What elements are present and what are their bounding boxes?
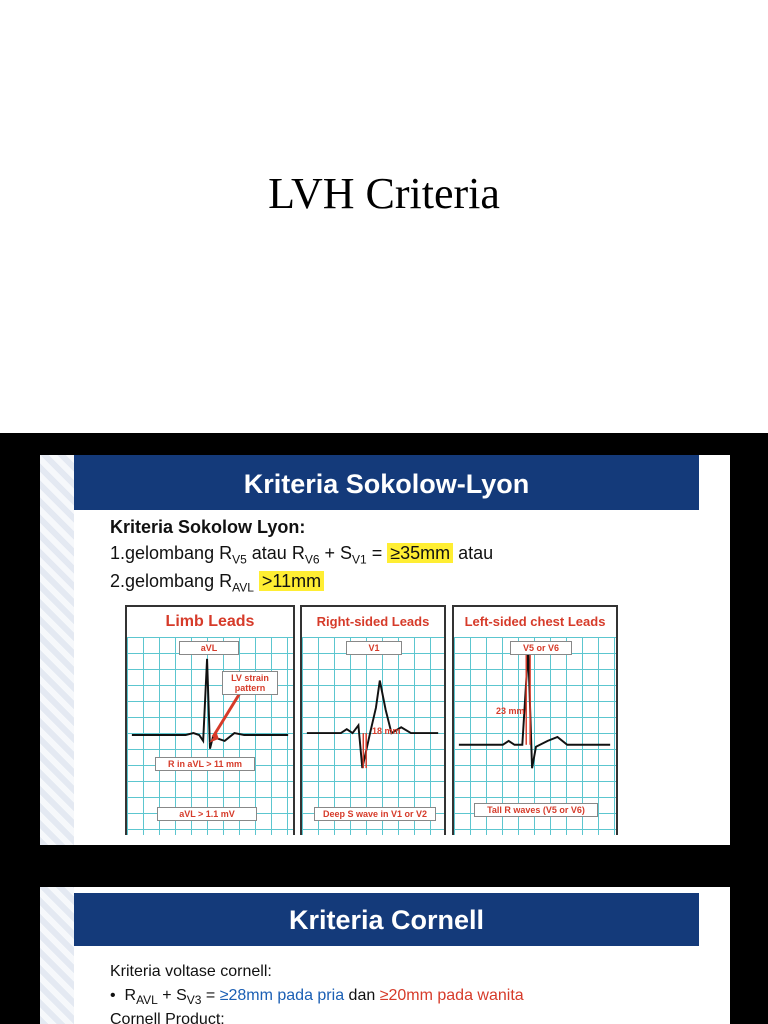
text: R	[124, 987, 137, 1004]
subscript: V3	[186, 993, 202, 1008]
highlighted-value: ≥35mm	[387, 543, 453, 563]
text: =	[201, 987, 220, 1004]
text: + S	[319, 543, 353, 563]
criteria-title: Kriteria Sokolow Lyon:	[110, 517, 306, 537]
subscript: AVL	[136, 993, 158, 1008]
annotation-label: 18 mm	[372, 726, 401, 736]
annotation-label: Tall R waves (V5 or V6)	[474, 803, 598, 817]
subscript: AVL	[232, 580, 254, 595]
ecg-panel-limb-leads	[125, 605, 295, 835]
cornell-voltage-title: Kriteria voltase cornell:	[110, 963, 272, 980]
highlighted-value: >11mm	[259, 571, 324, 591]
women-threshold: ≥20mm pada wanita	[379, 987, 524, 1004]
subscript: V6	[304, 552, 320, 567]
slide-header: Kriteria Sokolow-Lyon	[74, 455, 699, 510]
annotation-label: R in aVL > 11 mm	[155, 757, 255, 771]
annotation-label: Deep S wave in V1 or V2	[314, 807, 436, 821]
annotation-label: LV strain pattern	[222, 671, 278, 695]
slide-sokolow-lyon	[40, 455, 730, 845]
annotation-label: aVL > 1.1 mV	[157, 807, 257, 821]
page-title: LVH Criteria	[268, 169, 500, 218]
criteria-line-1	[110, 543, 493, 567]
annotation-label: 23 mm	[496, 706, 525, 716]
text: 1.gelombang R	[110, 543, 233, 563]
panel-heading: Left-sided chest Leads	[464, 614, 606, 629]
ecg-panel-right-sided-leads	[300, 605, 446, 835]
criteria-line-2	[110, 571, 324, 595]
subscript: V1	[352, 552, 367, 567]
men-threshold: ≥28mm pada pria	[219, 987, 345, 1004]
subscript: V5	[232, 552, 247, 567]
cornell-product-title: Cornell Product:	[110, 1011, 225, 1024]
panel-heading: Right-sided Leads	[316, 614, 430, 629]
decorative-pattern	[40, 887, 74, 1024]
text: atau	[453, 543, 494, 563]
ecg-trace-avl	[127, 637, 293, 835]
title-slide	[0, 0, 768, 433]
text: 2.gelombang R	[110, 571, 233, 591]
text: =	[366, 543, 388, 563]
slide-cornell	[40, 887, 730, 1024]
text: + S	[157, 987, 187, 1004]
decorative-pattern	[40, 455, 74, 845]
text: dan	[344, 987, 380, 1004]
slide-header: Kriteria Cornell	[74, 893, 699, 946]
lead-label: aVL	[179, 641, 239, 655]
lead-label: V5 or V6	[510, 641, 572, 655]
lead-label: V1	[346, 641, 402, 655]
cornell-voltage-criteria	[110, 987, 524, 1007]
bullet: •	[110, 987, 116, 1004]
text: atau R	[246, 543, 305, 563]
panel-heading: Limb Leads	[165, 613, 255, 630]
ecg-panel-left-sided-chest-leads	[452, 605, 618, 835]
